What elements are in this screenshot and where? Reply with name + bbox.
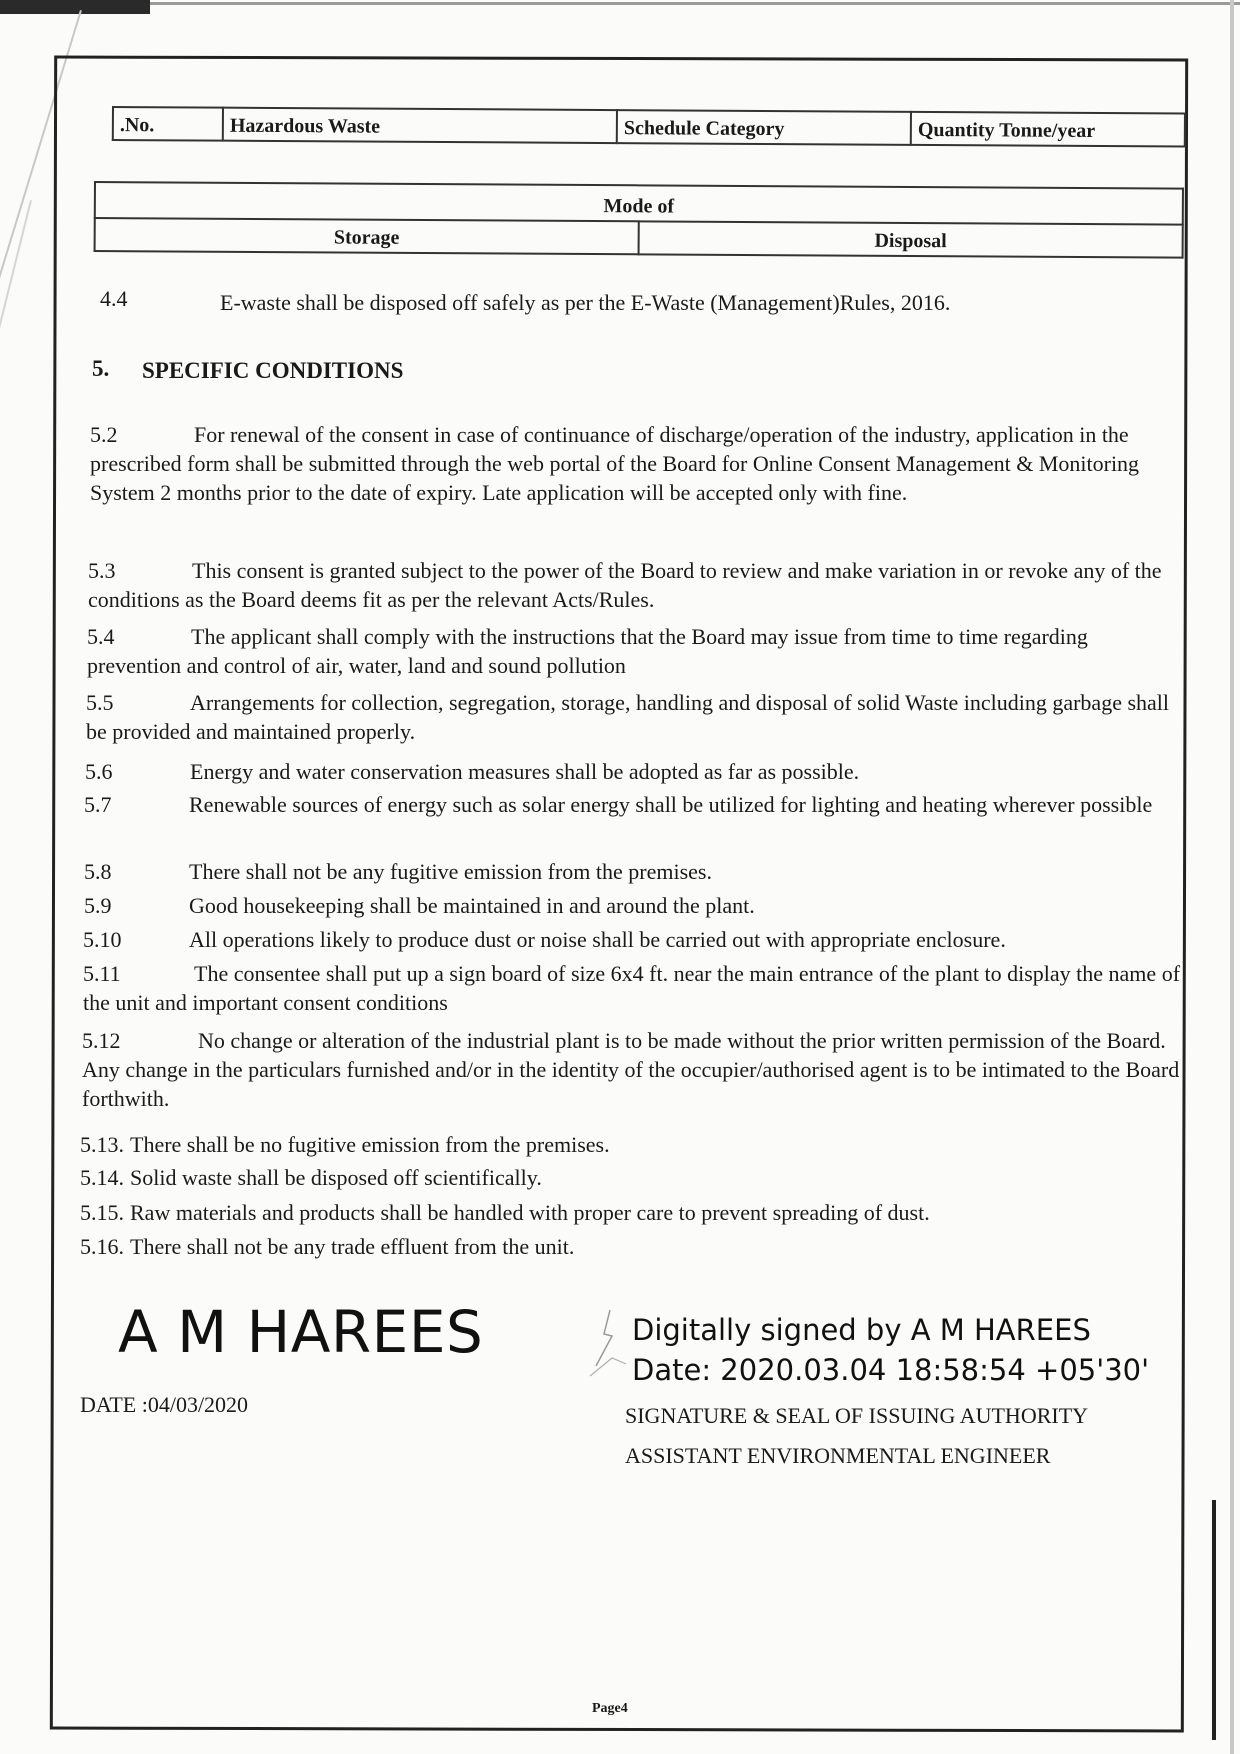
col-disposal: Disposal [639, 221, 1183, 257]
condition-number: 5.4 [87, 624, 115, 649]
condition-item [80, 1163, 1180, 1192]
signatory-name: A M HAREES [118, 1298, 484, 1366]
designation: ASSISTANT ENVIRONMENTAL ENGINEER [625, 1443, 1051, 1468]
condition-text: There shall not be any trade effluent from the unit. [130, 1234, 575, 1259]
digital-signed-by: Digitally signed by A M HAREES [632, 1313, 1091, 1347]
condition-item [84, 790, 1180, 819]
condition-item [83, 925, 1183, 954]
issuing-authority-label: SIGNATURE & SEAL OF ISSUING AUTHORITY [625, 1403, 1089, 1428]
condition-item [83, 959, 1183, 1017]
condition-item [80, 1130, 1180, 1159]
clause-4-4-number: 4.4 [100, 286, 128, 311]
condition-number: 5.13. [80, 1132, 124, 1157]
condition-text: For renewal of the consent in case of continuance of discharge/operation of the industry, application in the prescribed form shall be submitted through the web portal of the Board for Online Consent Management & Monitoring System 2 months prior to the date of expiry. Late application will be accepted only with fine. [90, 422, 1140, 505]
digital-signature-date: Date: 2020.03.04 18:58:54 +05'30' [632, 1353, 1150, 1387]
scan-edge-line [150, 2, 1240, 5]
condition-text: Renewable sources of energy such as solar energy shall be utilized for lighting and heating wherever possible [189, 792, 1153, 817]
col-hazardous-waste: Hazardous Waste [223, 108, 617, 143]
condition-item [85, 757, 1185, 786]
section-number: 5. [92, 356, 110, 381]
condition-number: 5.8 [84, 859, 112, 884]
condition-number: 5.15. [80, 1200, 124, 1225]
condition-text: There shall not be any fugitive emission from the premises. [189, 859, 712, 884]
clause-4-4-text: E-waste shall be disposed off safely as per the E-Waste (Management)Rules, 2016. [220, 290, 951, 315]
col-sl-no: .No. [113, 107, 223, 141]
condition-number: 5.3 [88, 558, 116, 583]
condition-item [82, 1026, 1186, 1113]
condition-text: Good housekeeping shall be maintained in and around the plant. [189, 893, 755, 918]
condition-text: The consentee shall put up a sign board of size 6x4 ft. near the main entrance of the plant to display the name of the unit and important consent conditions [83, 961, 1181, 1015]
scan-fold-line [0, 200, 32, 395]
condition-number: 5.7 [84, 792, 112, 817]
page-number: Page4 [592, 1701, 628, 1716]
condition-text: Solid waste shall be disposed off scientifically. [130, 1165, 542, 1190]
mode-of-header: Mode of [95, 182, 1183, 225]
condition-text: The applicant shall comply with the instructions that the Board may issue from time to time regarding prevention and control of air, water, land and sound pollution [87, 624, 1088, 678]
scan-edge-right [1230, 0, 1234, 1754]
condition-number: 5.16. [80, 1234, 124, 1259]
condition-number: 5.5 [86, 690, 114, 715]
mode-table [94, 181, 1184, 259]
col-storage: Storage [95, 218, 639, 254]
page-border-edge [1212, 1500, 1216, 1740]
condition-text: All operations likely to produce dust or noise shall be carried out with appropriate enclosure. [189, 927, 1006, 952]
table-row [95, 218, 1183, 258]
condition-item [88, 556, 1184, 614]
col-schedule-category: Schedule Category [617, 110, 911, 145]
issue-date: DATE :04/03/2020 [80, 1392, 249, 1417]
condition-number: 5.12 [82, 1028, 121, 1053]
condition-item [87, 622, 1183, 680]
col-quantity: Quantity Tonne/year [911, 112, 1185, 147]
condition-text: No change or alteration of the industrial plant is to be made without the prior written permission of the Board. Any change in the particulars furnished and/or in the identity of the occupier/authorised agent is to be intimated to the Board forthwith. [82, 1028, 1180, 1111]
digital-signature-mark-icon [582, 1306, 632, 1386]
hazardous-waste-table [112, 106, 1186, 148]
condition-number: 5.2 [90, 422, 118, 447]
condition-number: 5.14. [80, 1165, 124, 1190]
condition-text: This consent is granted subject to the power of the Board to review and make variation in or revoke any of the conditions as the Board deems fit as per the relevant Acts/Rules. [88, 558, 1162, 612]
condition-item [90, 420, 1186, 507]
condition-item [84, 857, 1184, 886]
condition-text: There shall be no fugitive emission from the premises. [130, 1132, 610, 1157]
table-header-row [113, 107, 1185, 147]
condition-number: 5.11 [83, 961, 121, 986]
condition-item [86, 688, 1186, 746]
condition-item [80, 1232, 1180, 1261]
section-title: SPECIFIC CONDITIONS [142, 358, 404, 383]
scan-edge-dark [0, 0, 150, 14]
condition-number: 5.9 [84, 893, 112, 918]
condition-text: Energy and water conservation measures shall be adopted as far as possible. [190, 759, 860, 784]
condition-item [80, 1198, 1180, 1227]
condition-text: Raw materials and products shall be handled with proper care to prevent spreading of dust. [130, 1200, 930, 1225]
condition-text: Arrangements for collection, segregation, storage, handling and disposal of solid Waste including garbage shall be provided and maintained properly. [86, 690, 1170, 744]
condition-item [84, 891, 1184, 920]
digital-signature [632, 1310, 1149, 1390]
condition-number: 5.10 [83, 927, 122, 952]
condition-number: 5.6 [85, 759, 113, 784]
